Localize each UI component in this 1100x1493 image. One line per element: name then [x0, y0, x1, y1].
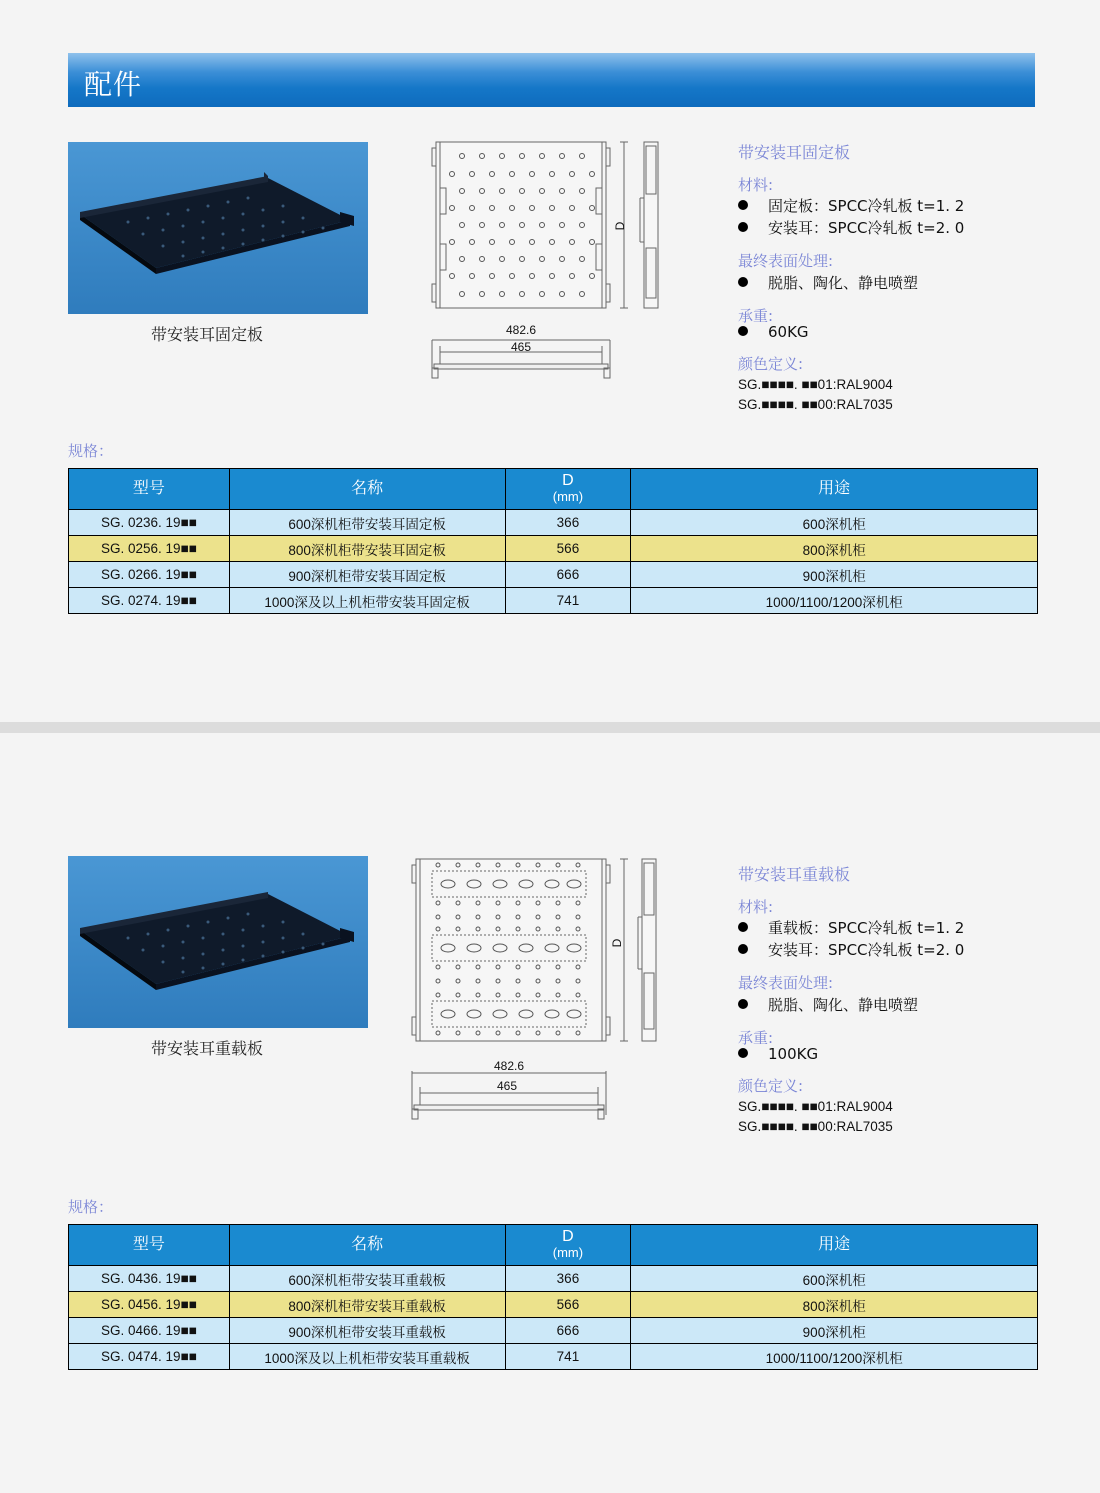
finish-item: 脱脂、陶化、静电喷塑	[738, 994, 918, 1015]
shelf-image	[68, 142, 368, 314]
product-info	[738, 860, 1038, 1145]
finish-label: 最终表面处理:	[738, 252, 834, 270]
product-info	[738, 138, 1038, 423]
cell-model: SG. 0456. 19■■	[69, 1292, 230, 1318]
spec-label: 规格：	[68, 1198, 114, 1216]
color-code: SG.■■■■. ■■00:RAL7035	[738, 397, 893, 412]
col-header-model: 型号	[69, 469, 230, 510]
col-header-use: 用途	[631, 1225, 1038, 1266]
color-code: SG.■■■■. ■■00:RAL7035	[738, 1119, 893, 1134]
technical-drawing	[428, 138, 668, 383]
cell-use: 1000/1100/1200深机柜	[631, 588, 1038, 614]
col-header-d: D (mm)	[505, 469, 631, 510]
cell-d: 666	[505, 562, 631, 588]
table-row	[69, 510, 1038, 536]
width-dimension: 482.6	[505, 323, 537, 337]
load-label: 承重:	[738, 1029, 774, 1047]
table-header-row	[69, 1225, 1038, 1266]
table-row	[69, 536, 1038, 562]
cell-model: SG. 0466. 19■■	[69, 1318, 230, 1344]
cell-name: 600深机柜带安装耳固定板	[229, 510, 505, 536]
col-header-name: 名称	[229, 1225, 505, 1266]
info-title: 带安装耳固定板	[738, 143, 851, 162]
bullet-icon	[738, 944, 748, 954]
cell-model: SG. 0274. 19■■	[69, 588, 230, 614]
technical-drawing	[408, 855, 668, 1125]
cell-d: 741	[505, 1344, 631, 1370]
color-code: SG.■■■■. ■■01:RAL9004	[738, 377, 893, 392]
load-item: 60KG	[738, 323, 809, 341]
bullet-icon	[738, 999, 748, 1009]
inner-width-dimension: 465	[496, 1079, 518, 1093]
page-title: 配件	[84, 68, 143, 101]
table-row	[69, 1292, 1038, 1318]
cell-d: 566	[505, 1292, 631, 1318]
color-label: 颜色定义:	[738, 1077, 804, 1095]
cell-name: 900深机柜带安装耳重载板	[229, 1318, 505, 1344]
table-header-row	[69, 469, 1038, 510]
section-divider	[0, 722, 1100, 733]
info-title: 带安装耳重载板	[738, 865, 851, 884]
cell-use: 600深机柜	[631, 1266, 1038, 1292]
cell-d: 741	[505, 588, 631, 614]
col-header-d: D (mm)	[505, 1225, 631, 1266]
width-dimension: 482.6	[493, 1059, 525, 1073]
cell-model: SG. 0266. 19■■	[69, 562, 230, 588]
cell-name: 1000深及以上机柜带安装耳固定板	[229, 588, 505, 614]
finish-item: 脱脂、陶化、静电喷塑	[738, 272, 918, 293]
col-header-use: 用途	[631, 469, 1038, 510]
header-banner	[68, 53, 1035, 107]
bullet-icon	[738, 200, 748, 210]
material-item: 安装耳：SPCC冷轧板 t=2. 0	[738, 217, 964, 238]
spec-table	[68, 468, 1038, 614]
table-row	[69, 562, 1038, 588]
table-row	[69, 1318, 1038, 1344]
cell-d: 366	[505, 1266, 631, 1292]
spec-label: 规格：	[68, 442, 114, 460]
cell-model: SG. 0256. 19■■	[69, 536, 230, 562]
cell-name: 900深机柜带安装耳固定板	[229, 562, 505, 588]
product-photo	[68, 856, 368, 1028]
cell-model: SG. 0236. 19■■	[69, 510, 230, 536]
product-photo	[68, 142, 368, 314]
bullet-icon	[738, 922, 748, 932]
inner-width-dimension: 465	[510, 340, 532, 354]
table-row	[69, 588, 1038, 614]
table-row	[69, 1266, 1038, 1292]
bullet-icon	[738, 1048, 748, 1058]
cell-use: 800深机柜	[631, 536, 1038, 562]
cell-use: 800深机柜	[631, 1292, 1038, 1318]
cell-use: 1000/1100/1200深机柜	[631, 1344, 1038, 1370]
material-label: 材料:	[738, 176, 774, 194]
bullet-icon	[738, 326, 748, 336]
bullet-icon	[738, 277, 748, 287]
cell-model: SG. 0474. 19■■	[69, 1344, 230, 1370]
cell-d: 566	[505, 536, 631, 562]
product-caption: 带安装耳重载板	[150, 1039, 263, 1058]
cell-name: 800深机柜带安装耳重载板	[229, 1292, 505, 1318]
load-item: 100KG	[738, 1045, 818, 1063]
bullet-icon	[738, 222, 748, 232]
col-header-name: 名称	[229, 469, 505, 510]
material-label: 材料:	[738, 898, 774, 916]
finish-label: 最终表面处理:	[738, 974, 834, 992]
color-code: SG.■■■■. ■■01:RAL9004	[738, 1099, 893, 1114]
material-item: 固定板：SPCC冷轧板 t=1. 2	[738, 195, 964, 216]
color-label: 颜色定义:	[738, 355, 804, 373]
cell-use: 900深机柜	[631, 562, 1038, 588]
spec-table	[68, 1224, 1038, 1370]
cell-use: 600深机柜	[631, 510, 1038, 536]
material-item: 安装耳：SPCC冷轧板 t=2. 0	[738, 939, 964, 960]
cell-name: 800深机柜带安装耳固定板	[229, 536, 505, 562]
col-header-model: 型号	[69, 1225, 230, 1266]
cell-d: 666	[505, 1318, 631, 1344]
table-row	[69, 1344, 1038, 1370]
cell-name: 600深机柜带安装耳重载板	[229, 1266, 505, 1292]
product-caption: 带安装耳固定板	[150, 325, 263, 344]
cell-use: 900深机柜	[631, 1318, 1038, 1344]
cell-d: 366	[505, 510, 631, 536]
depth-dimension: D	[613, 221, 627, 231]
load-label: 承重:	[738, 307, 774, 325]
depth-dimension: D	[610, 938, 624, 948]
cell-model: SG. 0436. 19■■	[69, 1266, 230, 1292]
shelf-image	[68, 856, 368, 1028]
cell-name: 1000深及以上机柜带安装耳重载板	[229, 1344, 505, 1370]
material-item: 重载板：SPCC冷轧板 t=1. 2	[738, 917, 964, 938]
